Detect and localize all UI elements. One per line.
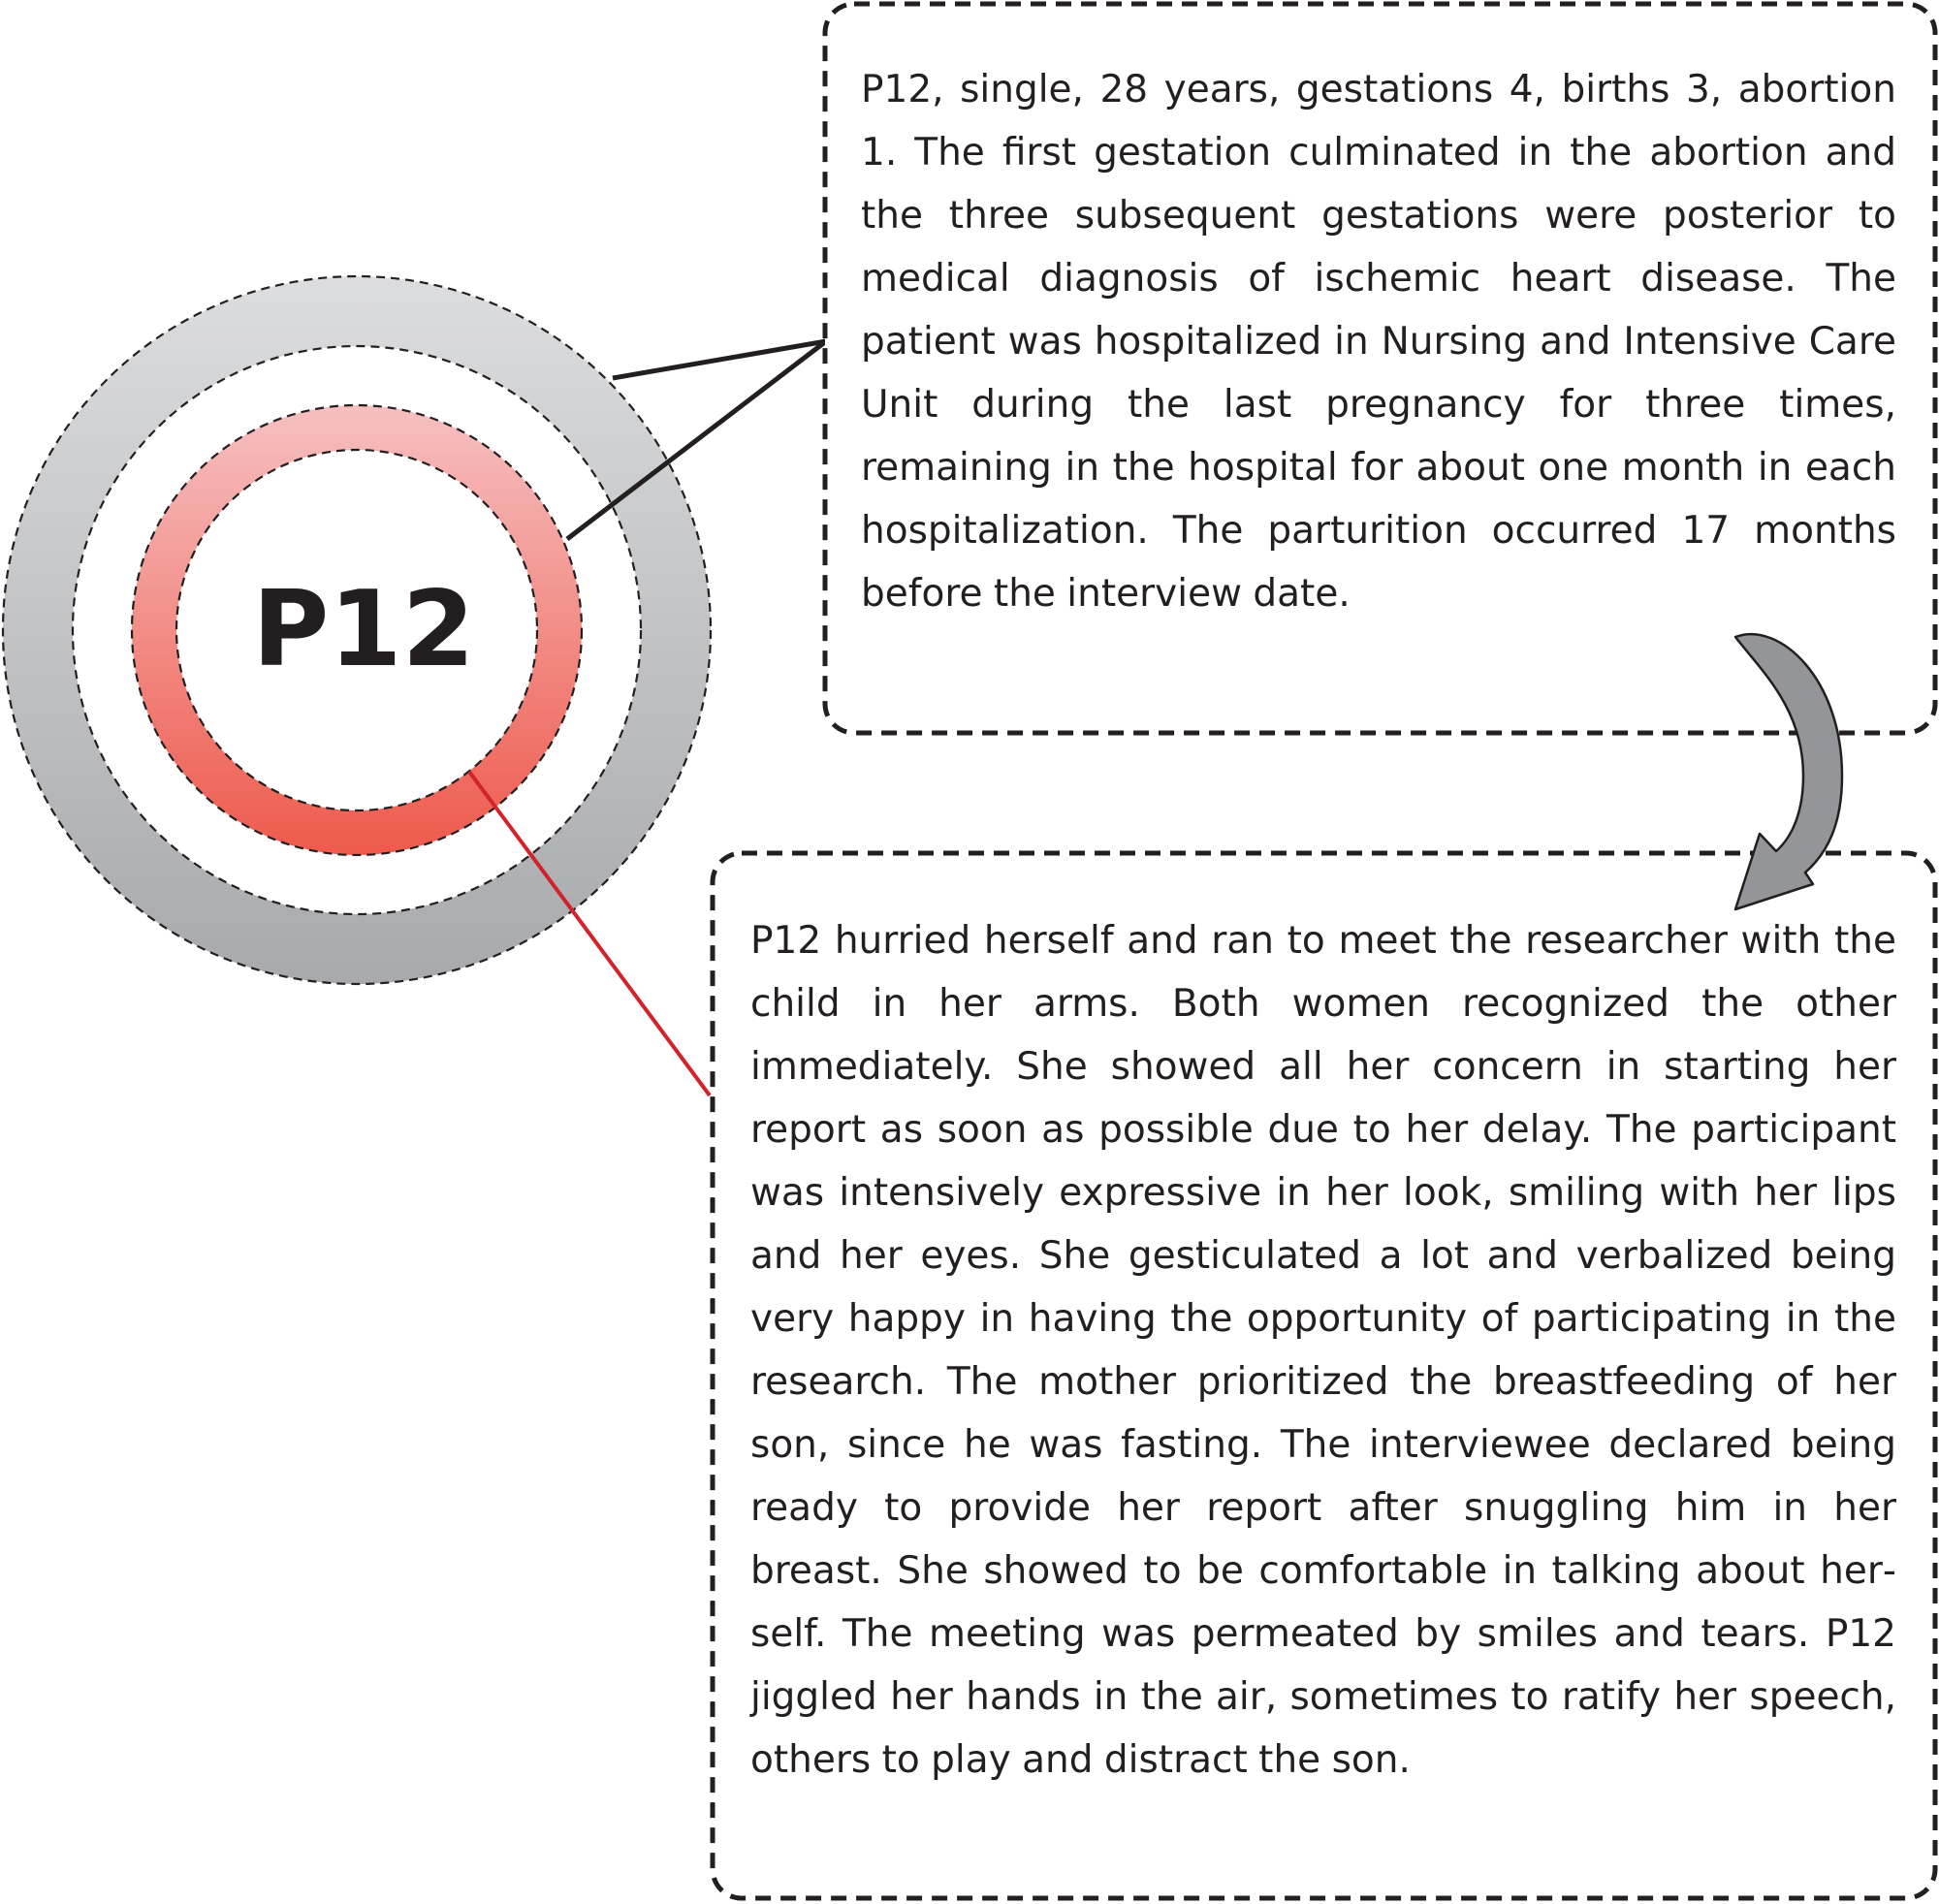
profile-text: P12, single, 28 years, gestations 4, births 3, abortion 1. The first gestation culminated in the abortion and the three subsequent gestations were posterior to medical diagnosis of ischemic heart disease. The patient was hospitalized in Nursing and Intensive Care Unit during the last pregnancy for three times, remaining in the hospital for about one month in each hospitalization. The parturition occurred 17 months before the interview date. xyxy=(861,68,1896,616)
connector-outer-ring xyxy=(613,341,826,378)
observation-text: P12 hurried herself and ran to meet the researcher with the child in her arms. Both women recognized the other immediately. She showed all her concern in starting her report as soon as possible due to her delay. The participant was intensively expressive in her look, smiling with her lips and her eyes. She gesticulated a lot and verbalized being very happy in having the opportunity of participating in the research. The mother prioritized the breastfeeding of her son, since he was fasting. The interviewee declared being ready to provide her report after snuggling him in her breast. She showed to be comfortable in talking about herself. The meeting was permeated by smiles and tears. P12 jiggled her hands in the air, sometimes to ratify her speech, others to play and distract the son. xyxy=(750,919,1896,1782)
participant-label: P12 xyxy=(252,569,475,690)
